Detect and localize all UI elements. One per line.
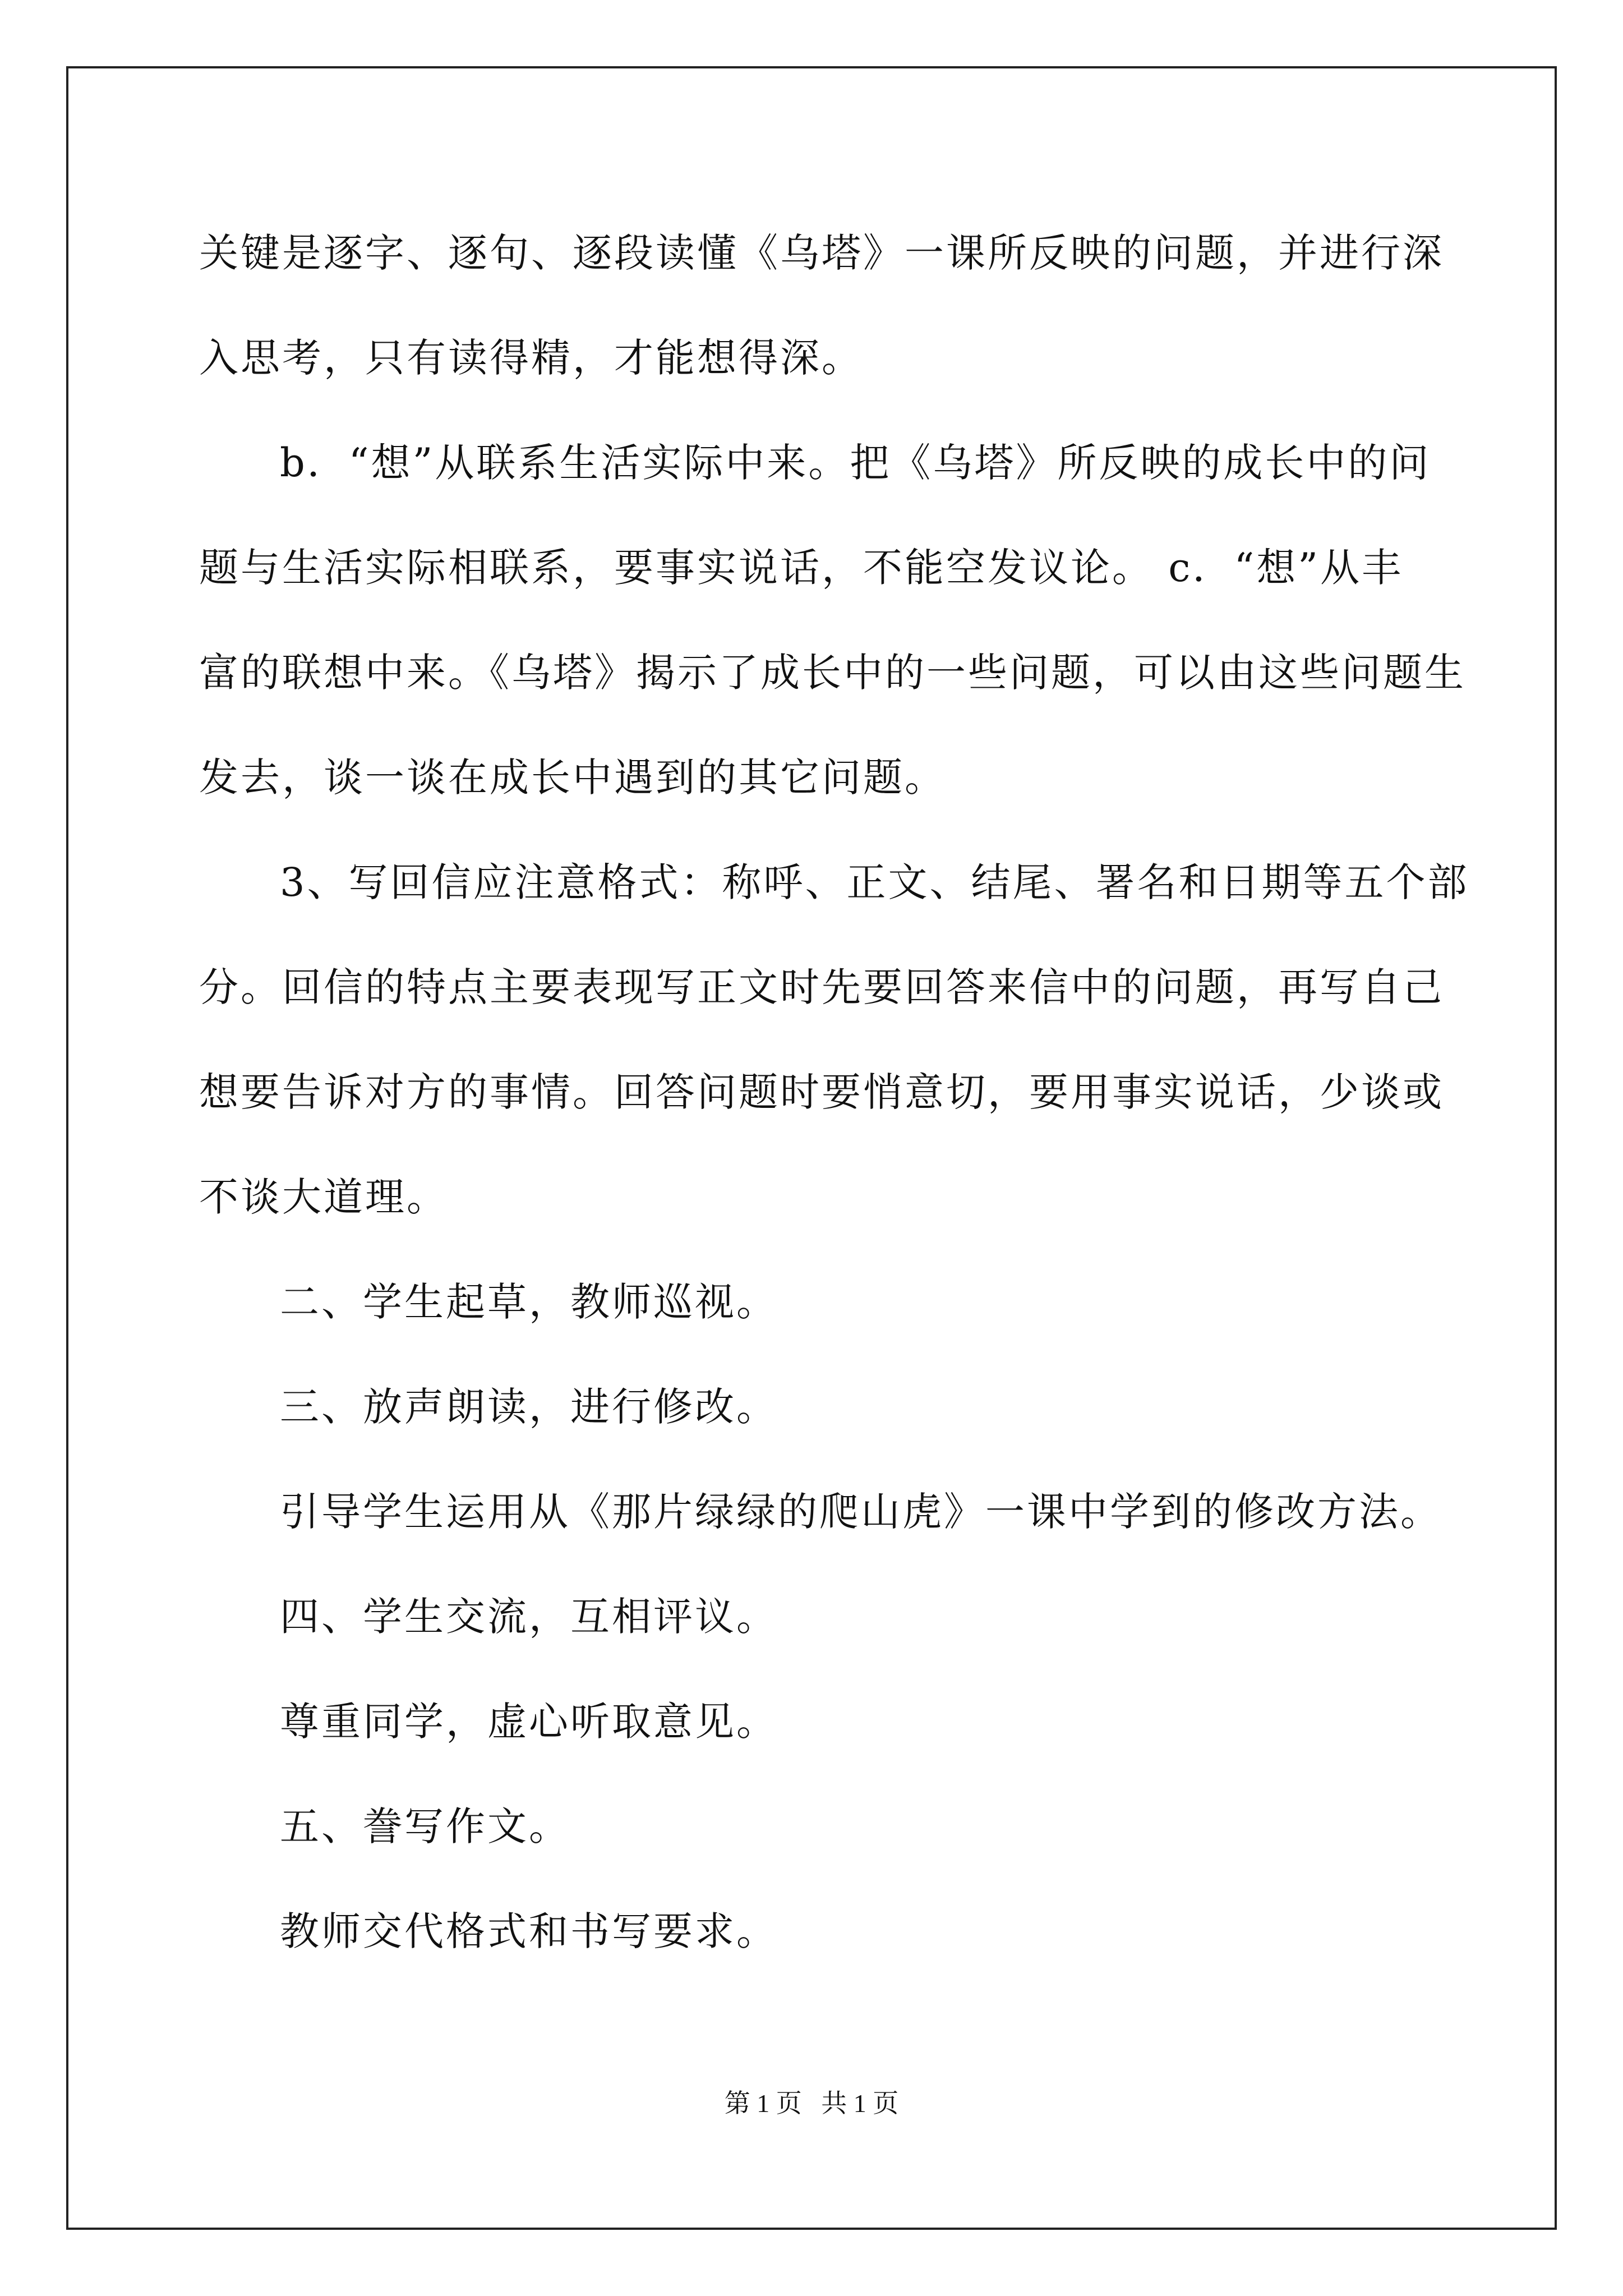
page-number: 第 1 页 共 1 页 [724, 2089, 899, 2118]
section-heading: 三、放声朗读，进行修改。 [280, 1384, 778, 1430]
section-heading: 二、学生起草，教师巡视。 [280, 1279, 778, 1325]
text-line: 分。回信的特点主要表现写正文时先要回答来信中的问题，再写自己 [199, 964, 1444, 1010]
text-line: 发去，谈一谈在成长中遇到的其它问题。 [199, 754, 946, 800]
text-line: 教师交代格式和书写要求。 [280, 1908, 778, 1954]
text-line: 引导学生运用从《那片绿绿的爬山虎》一课中学到的修改方法。 [280, 1489, 1442, 1535]
text-line: 关键是逐字、逐句、逐段读懂《乌塔》一课所反映的问题，并进行深 [199, 230, 1444, 276]
text-line: 尊重同学，虚心听取意见。 [280, 1699, 778, 1745]
text-line: 题与生活实际相联系，要事实说话，不能空发议论。 c．“想”从丰 [199, 545, 1404, 591]
section-heading: 五、誊写作文。 [280, 1803, 570, 1849]
section-heading: 四、学生交流，互相评议。 [280, 1594, 778, 1640]
text-line: 富的联想中来。《乌塔》揭示了成长中的一些问题，可以由这些问题生 [199, 650, 1466, 696]
text-line: 不谈大道理。 [199, 1174, 448, 1220]
document-body [199, 201, 1469, 1984]
text-line: b．“想”从联系生活实际中来。把《乌塔》所反映的成长中的问 [280, 440, 1431, 486]
text-line: 入思考，只有读得精，才能想得深。 [199, 335, 863, 381]
text-line: 3、写回信应注意格式：称呼、正文、结尾、署名和日期等五个部 [280, 859, 1469, 905]
text-line: 想要告诉对方的事情。回答问题时要悄意切，要用事实说话，少谈或 [199, 1069, 1444, 1115]
